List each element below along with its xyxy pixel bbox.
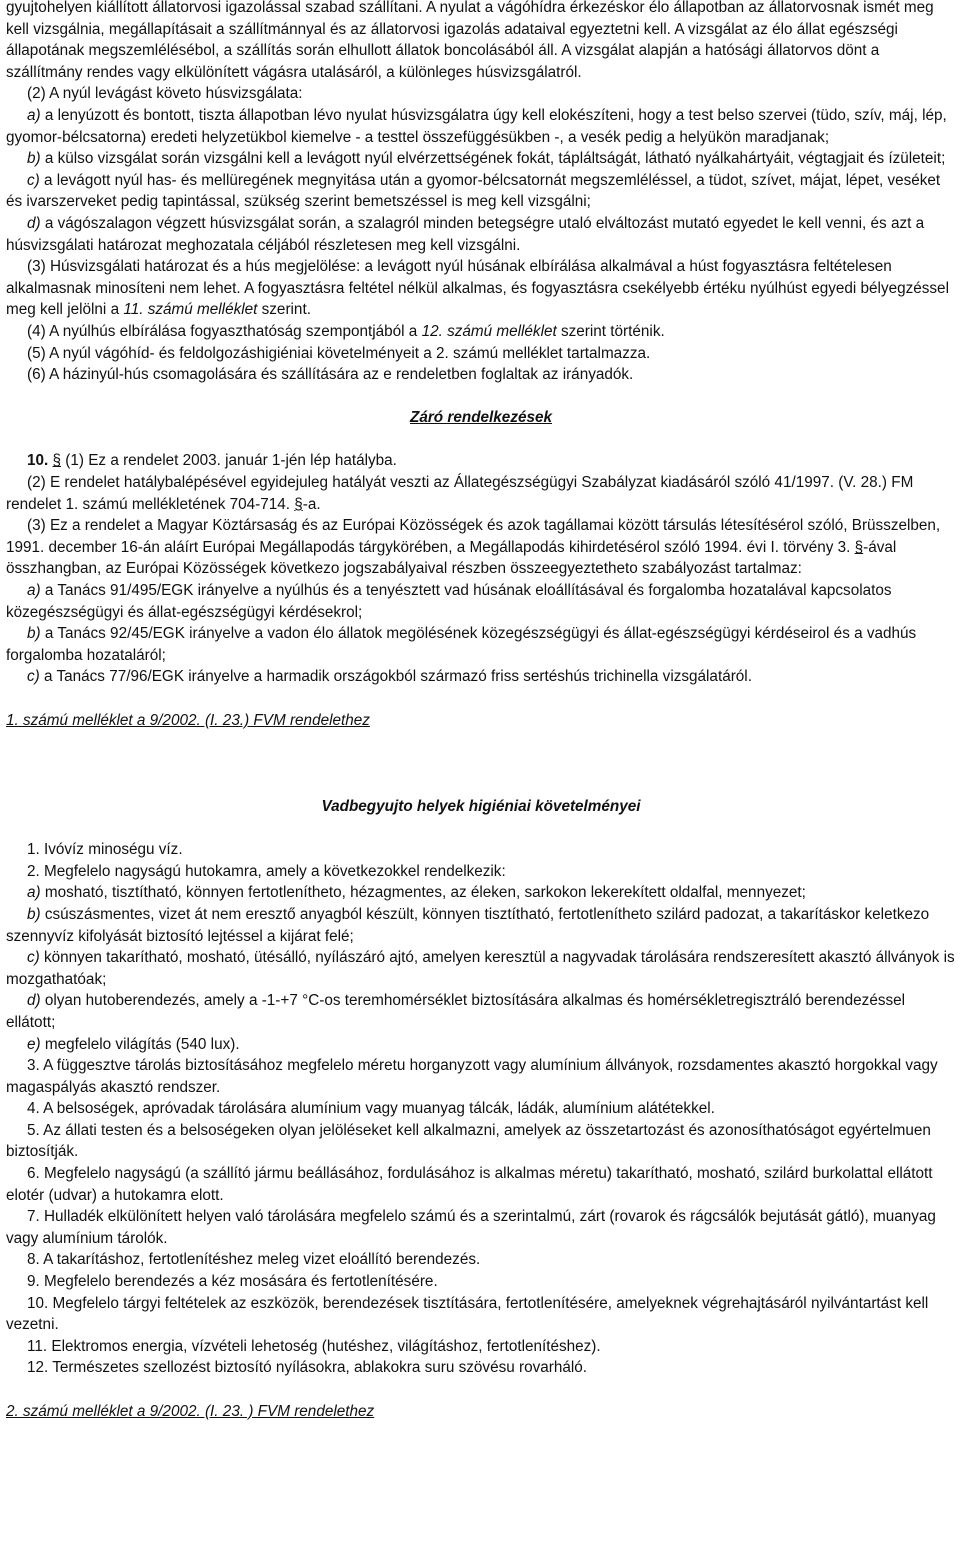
letter-d: d) — [27, 214, 41, 232]
letter-a: a) — [27, 106, 41, 124]
annex-1-item-2a: a) mosható, tisztítható, könnyen fertotlenítheto, hézagmentes, az éleken, sarkokon lekerekített oldalfal, mennyezet; — [27, 884, 806, 902]
section-10-1: 10. § (1) Ez a rendelet 2003. január 1-jén lép hatályba. — [27, 452, 397, 470]
paragraph-2d: d) a vágószalagon végzett húsvizsgálat során, a szalagról minden betegségre utaló elváltozást mutató egyedet le kell venni, és azt a húsvizsgálati határozat meghozatala céljából részletesen meg kell vizsgálni. — [6, 214, 925, 254]
annex-1-title: Vadbegyujto helyek higiéniai követelményei — [321, 797, 641, 815]
section-10-2: (2) E rendelet hatálybalépésével egyidejuleg hatályát veszti az Állategészségügyi Szabályzat kiadásáról szóló 41/1997. (V. 28.) FM rendelet 1. számú mellékletének 704-714. §-a. — [6, 474, 914, 513]
section-10-3b: b) a Tanács 92/45/EGK irányelve a vadon élo állatok megölésének közegészségügyi és állat-egészségügyi kérdéseirol és a vadhús forgalomba hozataláról; — [6, 625, 917, 664]
annex-1-item-7: 7. Hulladék elkülönített helyen való tárolására megfelelo számú és a szerintalmú, zárt (rovarok és rágcsálók bejutását gátló), muanyag vagy alumínium tárolók. — [6, 1208, 936, 1247]
section-10-3c: c) a Tanács 77/96/EGK irányelve a harmadik országokból származó friss sertéshús trichinella vizsgálatáról. — [27, 668, 752, 686]
annex-1-item-5: 5. Az állati testen és a belsoségeken olyan jelöléseket kell alkalmazni, amelyek az összetartozást és azonosíthatóságot egyértelmuen biztosítják. — [6, 1121, 931, 1161]
section-symbol: § — [52, 452, 62, 470]
paragraph-3: (3) Húsvizsgálati határozat és a hús megjelölése: a levágott nyúl húsának elbírálása alkalmával a húst fogyasztásra feltételesen alkalmasnak minosíteni nem lehet. A fogyasztásra feltétel nélkül alkalmas, és fogyasztásra csekélyebb értéku nyúlhúst egyedi bélyegzéssel meg kell jelölni a 11. számú melléklet szerint. — [6, 258, 949, 319]
annex-1-item-9: 9. Megfelelo berendezés a kéz mosására és fertotlenítésére. — [27, 1273, 438, 1291]
letter-c: c) — [27, 171, 40, 189]
annex-1-item-2e: e) megfelelo világítás (540 lux). — [27, 1035, 240, 1053]
paragraph-4: (4) A nyúlhús elbírálása fogyaszthatóság szempontjából a 12. számú melléklet szerint történik. — [27, 322, 665, 340]
document-page — [6, 0, 956, 1422]
letter-b: b) — [27, 150, 41, 168]
section-10-3a: a) a Tanács 91/495/EGK irányelve a nyúlhús és a tenyésztett vad húsának eloállításával és forgalomba hozatalával kapcsolatos közegészségügyi és állat-egészségügyi kérdésekrol; — [6, 582, 892, 621]
section-symbol: § — [294, 495, 303, 513]
annex-1-item-2d: d) olyan hutoberendezés, amely a -1-+7 °C-os teremhomérséklet biztosítására alkalmas és homérsékletregisztráló berendezéssel ellátott; — [6, 992, 906, 1031]
paragraph-2a: a) a lenyúzott és bontott, tiszta állapotban lévo nyulat húsvizsgálatra úgy kell elokészíteni, hogy a test belso szervei (tüdo, szív, máj, lép, gyomor-bélcsatorna) eredeti helyzetükbol kiemelve - a testtel összefüggésükben -, a vesék pedig a helyükön maradjanak; — [6, 106, 947, 146]
annex-1-reference[interactable]: 1. számú melléklet a 9/2002. (I. 23.) FVM rendelethez — [6, 711, 370, 729]
annex-1-item-2: 2. Megfelelo nagyságú hutokamra, amely a következokkel rendelkezik: — [27, 862, 506, 880]
paragraph-5: (5) A nyúl vágóhíd- és feldolgozáshigiéniai követelményeit a 2. számú melléklet tartalmazza. — [27, 344, 651, 362]
annex-1-item-8: 8. A takarításhoz, fertotlenítéshez meleg vizet eloállító berendezés. — [27, 1251, 481, 1269]
section-number: 10. — [27, 452, 49, 470]
paragraph-2: (2) A nyúl levágást követo húsvizsgálata: — [27, 85, 303, 103]
annex-1-item-3: 3. A függesztve tárolás biztosításához megfelelo méretu horganyzott vagy alumínium állványok, rozsdamentes akasztó horgokkal vagy magaspályás akasztó rendszer. — [6, 1057, 938, 1096]
paragraph-2c: c) a levágott nyúl has- és mellüregének megnyitása után a gyomor-bélcsatornát megszemléléssel, a tüdot, szívet, májat, lépet, veséket és ivarszerveket pedig tapintással, szükség szerint bemetszéssel is meg kell vizsgálni; — [6, 171, 941, 211]
annex-1-item-6: 6. Megfelelo nagyságú (a szállító jármu beállásához, fordulásához is alkalmas méretu) takarítható, mosható, szilárd burkolattal ellátott elotér (udvar) a hutokamra elott. — [6, 1165, 933, 1204]
annex-1-item-10: 10. Megfelelo tárgyi feltételek az eszközök, berendezések tisztítására, fertotlenítésére, amelyeknek végrehajtásáról nyilvántartást kell vezetni. — [6, 1294, 929, 1334]
paragraph-intro: gyujtohelyen kiállított állatorvosi igazolással szabad szállítani. A nyulat a vágóhídra érkezéskor élo állapotban az állatorvosnak ismét meg kell vizsgálnia, megállapításait a szállítmánnyal és az állatorvosi igazolás adataival egyeztetni kell. A vizsgálat az élo állat egészségi állapotának megszemlélésébol, a szállítás során elhullott állatok boncolásából áll. A vizsgálat alapján a hatósági állatorvos dönt a szállítmány rendes vagy elkülönített vágásra utalásáról, a különleges húsvizsgálatról. — [6, 0, 934, 81]
annex-1-item-2c: c) könnyen takarítható, mosható, ütésálló, nyílászáró ajtó, amelyen keresztül a nagyvadak tárolására rendszeresített akasztó állványok is mozgathatóak; — [6, 949, 955, 988]
annex-reference: 11. számú melléklet — [123, 301, 258, 319]
annex-reference: 12. számú melléklet — [421, 322, 557, 340]
section-symbol: § — [854, 538, 864, 556]
annex-2-reference[interactable]: 2. számú melléklet a 9/2002. (I. 23. ) FVM rendelethez — [6, 1402, 375, 1420]
annex-1-item-1: 1. Ivóvíz minoségu víz. — [27, 841, 183, 859]
paragraph-2b: b) a külso vizsgálat során vizsgálni kell a levágott nyúl elvérzettségének fokát, tápláltságát, látható nyálkahártyáit, végtagjait és ízületeit; — [27, 150, 946, 168]
annex-1-item-2b: b) csúszásmentes, vizet át nem eresztő anyagból készült, könnyen tisztítható, fertotlenítheto szilárd padozat, a takarításkor keletkezo szennyvíz kifolyását biztosító lejtéssel a kijárat felé; — [6, 905, 930, 945]
annex-1-item-11: 11. Elektromos energia, vízvételi lehetoség (hutéshez, világításhoz, fertotlenítéshez). — [27, 1337, 601, 1355]
section-10-3: (3) Ez a rendelet a Magyar Köztársaság és az Európai Közösségek és azok tagállamai között társulás létesítésérol szóló, Brüsszelben, 1991. december 16-án aláírt Európai Megállapodás tárgykörében, a Megállapodás kihirdetésérol szóló 1994. évi I. törvény 3. §-ával összhangban, az Európai Közösségek következo jogszabályaival részben összeegyeztetheto szabályozást tartalmaz: — [6, 517, 941, 578]
annex-1-item-4: 4. A belsoségek, apróvadak tárolására alumínium vagy muanyag tálcák, ládák, alumínium alátétekkel. — [27, 1100, 715, 1118]
paragraph-6: (6) A házinyúl-hús csomagolására és szállítására az e rendeletben foglaltak az irányadók. — [27, 366, 634, 384]
closing-provisions-heading: Záró rendelkezések — [410, 409, 552, 427]
annex-1-item-12: 12. Természetes szellozést biztosító nyílásokra, ablakokra suru szövésu rovarháló. — [27, 1359, 588, 1377]
